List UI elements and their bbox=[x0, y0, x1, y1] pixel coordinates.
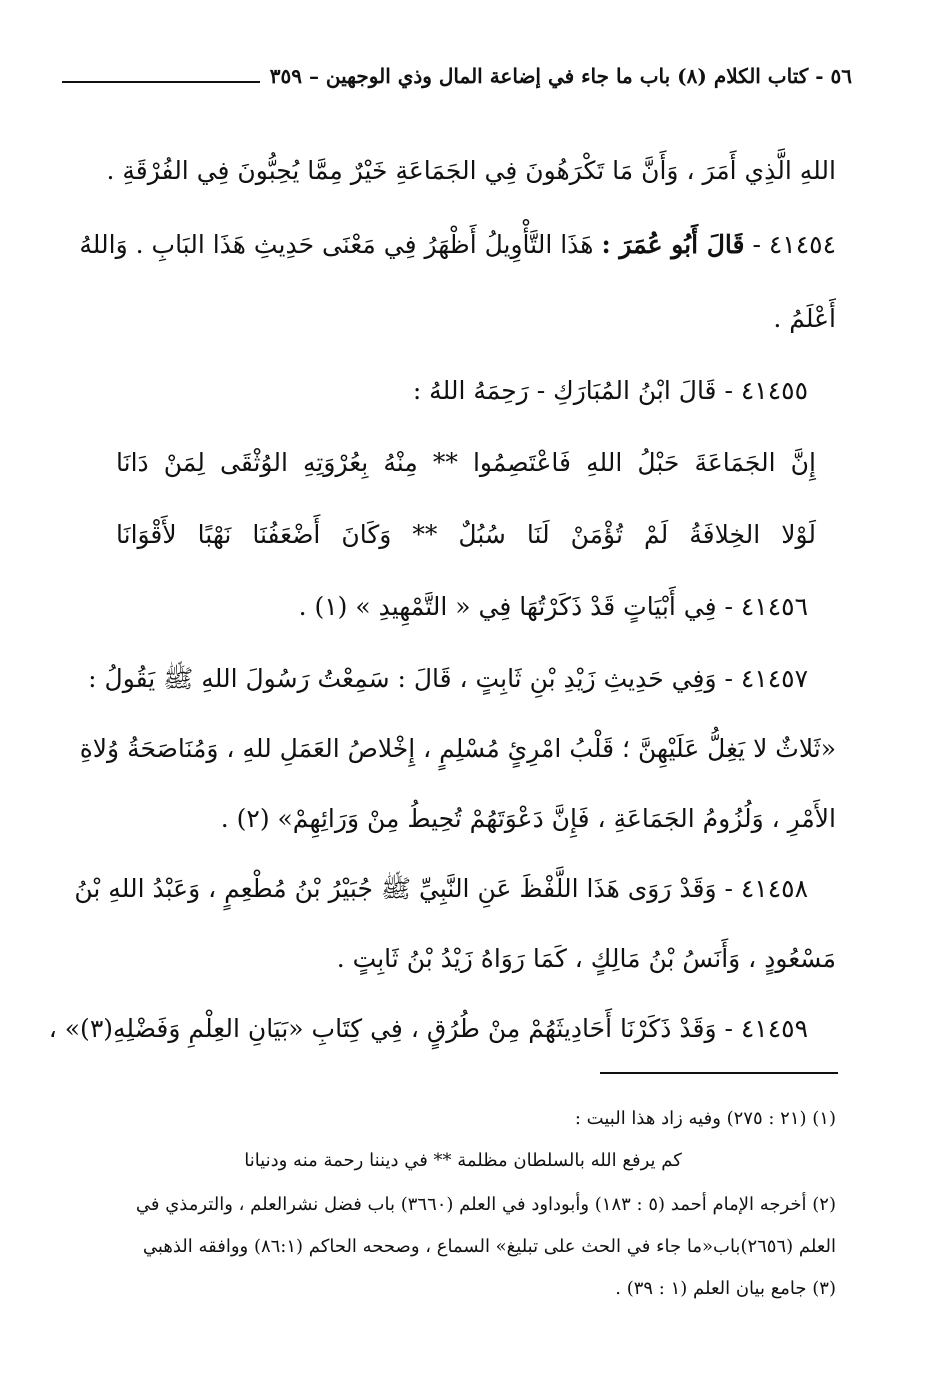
speaker-name: قَالَ أَبُو عُمَرَ : bbox=[601, 230, 745, 259]
verse-line-2: لَوْلا الخِلافَةُ لَمْ تُؤْمَنْ لَنَا سُبُلٌ ** وَكَانَ أَضْعَفُنَا نَهْبًا لأَقْوَانَا bbox=[116, 520, 816, 549]
body-line-1: اللهِ الَّذِي أَمَرَ ، وَأَنَّ مَا تَكْرَهُونَ فِي الجَمَاعَةِ خَيْرٌ مِمَّا يُحِبُّونَ فِي الفُرْقَةِ . bbox=[106, 156, 836, 185]
footnote-separator bbox=[600, 1072, 838, 1074]
paragraph-4457-line-3: الأَمْرِ ، وَلُزُومُ الجَمَاعَةِ ، فَإِنَّ دَعْوَتَهُمْ تُحِيطُ مِنْ وَرَائِهِمْ» (٢) . bbox=[220, 804, 836, 833]
running-header bbox=[62, 64, 852, 94]
footnote-2-line-2: العلم (٢٦٥٦)باب«ما جاء في الحث على تبليغ» السماع ، وصححه الحاكم (٨٦:١) ووافقه الذهبي bbox=[142, 1236, 836, 1257]
paragraph-4454-end: أَعْلَمُ . bbox=[773, 304, 836, 333]
header-text: ٥٦ - كتاب الكلام (٨) باب ما جاء في إضاعة المال وذي الوجهين – ٣٥٩ bbox=[260, 64, 852, 88]
page-number: ٣٥٩ bbox=[269, 64, 302, 88]
paragraph-number: ٤١٤٥٤ - bbox=[752, 230, 836, 259]
footnote-3: (٣) جامع بيان العلم (١ : ٣٩) . bbox=[615, 1278, 836, 1299]
paragraph-4458-line-2: مَسْعُودٍ ، وَأَنَسُ بْنُ مَالِكٍ ، كَمَا رَوَاهُ زَيْدُ بْنُ ثَابِتٍ . bbox=[336, 944, 836, 973]
paragraph-4459: ٤١٤٥٩ - وَقَدْ ذَكَرْنَا أَحَادِيثَهُمْ مِنْ طُرُقٍ ، فِي كِتَابِ «بَيَانِ العِلْمِ وَفَضْلِهِ(٣)» ، bbox=[48, 1014, 808, 1043]
paragraph-4454 bbox=[79, 230, 836, 260]
paragraph-4455: ٤١٤٥٥ - قَالَ ابْنُ المُبَارَكِ - رَحِمَهُ اللهُ : bbox=[412, 376, 808, 405]
footnote-2: (٢) أخرجه الإمام أحمد (٥ : ١٨٣) وأبوداود في العلم (٣٦٦٠) باب فضل نشرالعلم ، والترمذي في bbox=[135, 1194, 836, 1215]
footnote-1-verse: كم يرفع الله بالسلطان مظلمة ** في ديننا رحمة منه ودنيانا bbox=[244, 1150, 682, 1171]
footnote-1: (١) (٢١ : ٢٧٥) وفيه زاد هذا البيت : bbox=[574, 1108, 836, 1129]
paragraph-text: هَذَا التَّأْوِيلُ أَظْهَرُ فِي مَعْنَى حَدِيثِ هَذَا البَابِ . وَاللهُ bbox=[79, 230, 594, 259]
paragraph-4457: ٤١٤٥٧ - وَفِي حَدِيثِ زَيْدِ بْنِ ثَابِتٍ ، قَالَ : سَمِعْتُ رَسُولَ اللهِ ﷺ يَقُولُ : bbox=[88, 664, 808, 693]
verse-line-1: إِنَّ الجَمَاعَةَ حَبْلُ اللهِ فَاعْتَصِمُوا ** مِنْهُ بِعُرْوَتِهِ الوُثْقَى لِمَنْ دَانَا bbox=[116, 448, 816, 477]
paragraph-4456: ٤١٤٥٦ - فِي أَبْيَاتٍ قَدْ ذَكَرْتُهَا فِي « التَّمْهِيدِ » (١) . bbox=[298, 592, 808, 621]
running-title: ٥٦ - كتاب الكلام (٨) باب ما جاء في إضاعة المال وذي الوجهين bbox=[325, 64, 852, 88]
paragraph-4458: ٤١٤٥٨ - وَقَدْ رَوَى هَذَا اللَّفْظَ عَنِ النَّبِيِّ ﷺ جُبَيْرُ بْنُ مُطْعِمٍ ، وَعَبْدُ اللهِ بْنُ bbox=[74, 874, 808, 903]
paragraph-4457-line-2: «ثَلاثٌ لا يَغِلُّ عَلَيْهِنَّ ؛ قَلْبُ امْرِئٍ مُسْلِمٍ ، إِخْلاصُ العَمَلِ للهِ ، وَمُنَاصَحَةُ وُلاةِ bbox=[79, 734, 836, 763]
